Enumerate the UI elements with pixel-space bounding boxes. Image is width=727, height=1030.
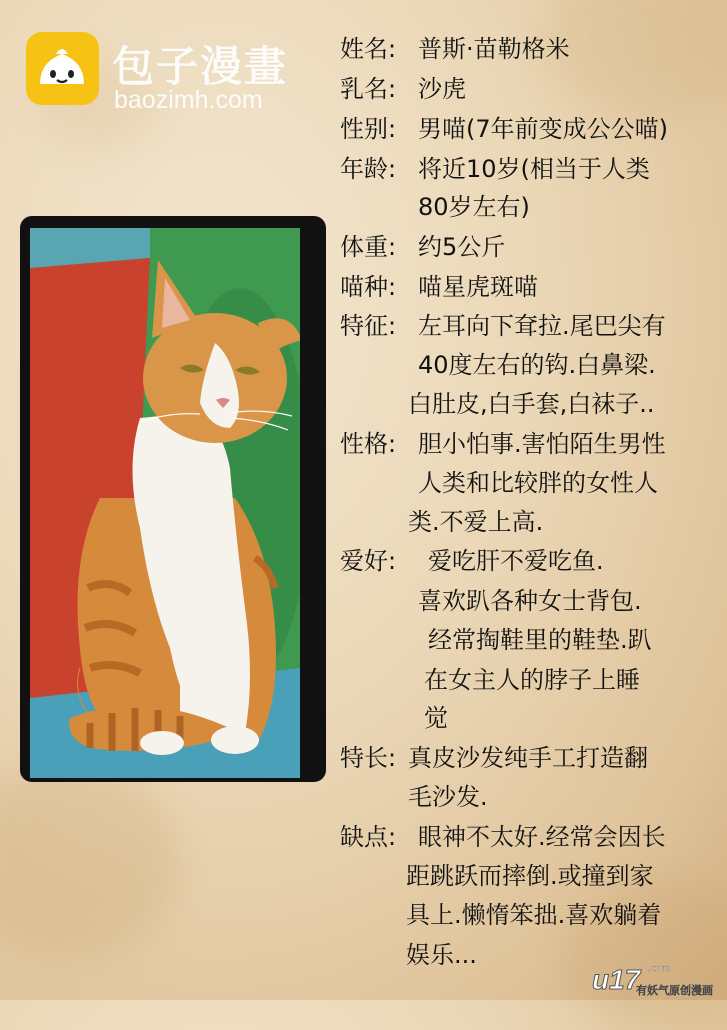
value-personality: 胆小怕事.害怕陌生男性 (418, 430, 666, 458)
value-specialty: 真皮沙发纯手工打造翻 (408, 744, 648, 772)
u17-domain-suffix: .com (648, 964, 671, 974)
value-hobbies: 在女主人的脖子上睡 (424, 666, 640, 694)
value-breed: 喵星虎斑喵 (418, 273, 538, 301)
u17-tagline: 有妖气原创漫画 (636, 984, 713, 997)
label-gender: 性别: (340, 115, 397, 143)
value-hobbies: 觉 (424, 704, 448, 732)
value-nickname: 沙虎 (418, 75, 466, 103)
value-hobbies: 爱吃肝不爱吃鱼. (428, 547, 604, 575)
value-features: 40度左右的钩.白鼻梁. (418, 351, 656, 379)
logo-domain: baozimh.com (114, 86, 263, 114)
label-personality: 性格: (340, 430, 397, 458)
label-name: 姓名: (340, 35, 397, 63)
value-age: 将近10岁(相当于人类 (418, 155, 650, 183)
value-hobbies: 喜欢趴各种女士背包. (418, 587, 642, 615)
value-features: 白肚皮,白手套,白袜子.. (408, 390, 655, 418)
value-gender: 男喵(7年前变成公公喵) (418, 115, 668, 143)
label-hobbies: 爱好: (340, 547, 397, 575)
value-name: 普斯·苗勒格米 (418, 35, 570, 63)
label-weight: 体重: (340, 233, 397, 261)
value-features: 左耳向下耷拉.尾巴尖有 (418, 312, 666, 340)
value-personality: 类.不爱上高. (408, 508, 544, 536)
u17-watermark (592, 964, 722, 998)
label-flaws: 缺点: (340, 823, 397, 851)
logo-name: 包子漫畫 (112, 42, 289, 91)
value-hobbies: 经常掏鞋里的鞋垫.趴 (428, 626, 652, 654)
label-nickname: 乳名: (340, 75, 397, 103)
value-flaws: 距跳跃而摔倒.或撞到家 (406, 862, 654, 890)
value-age: 80岁左右) (418, 193, 530, 221)
value-personality: 人类和比较胖的女性人 (418, 469, 658, 497)
label-specialty: 特长: (340, 744, 397, 772)
value-weight: 约5公斤 (418, 233, 506, 261)
u17-brand: u17 (592, 964, 641, 995)
label-breed: 喵种: (340, 273, 397, 301)
value-specialty: 毛沙发. (408, 783, 488, 811)
value-flaws: 眼神不太好.经常会因长 (418, 823, 666, 851)
label-age: 年龄: (340, 155, 397, 183)
label-features: 特征: (340, 312, 397, 340)
value-flaws: 具上.懒惰笨拙.喜欢躺着 (406, 901, 662, 929)
value-flaws: 娱乐... (406, 941, 477, 969)
